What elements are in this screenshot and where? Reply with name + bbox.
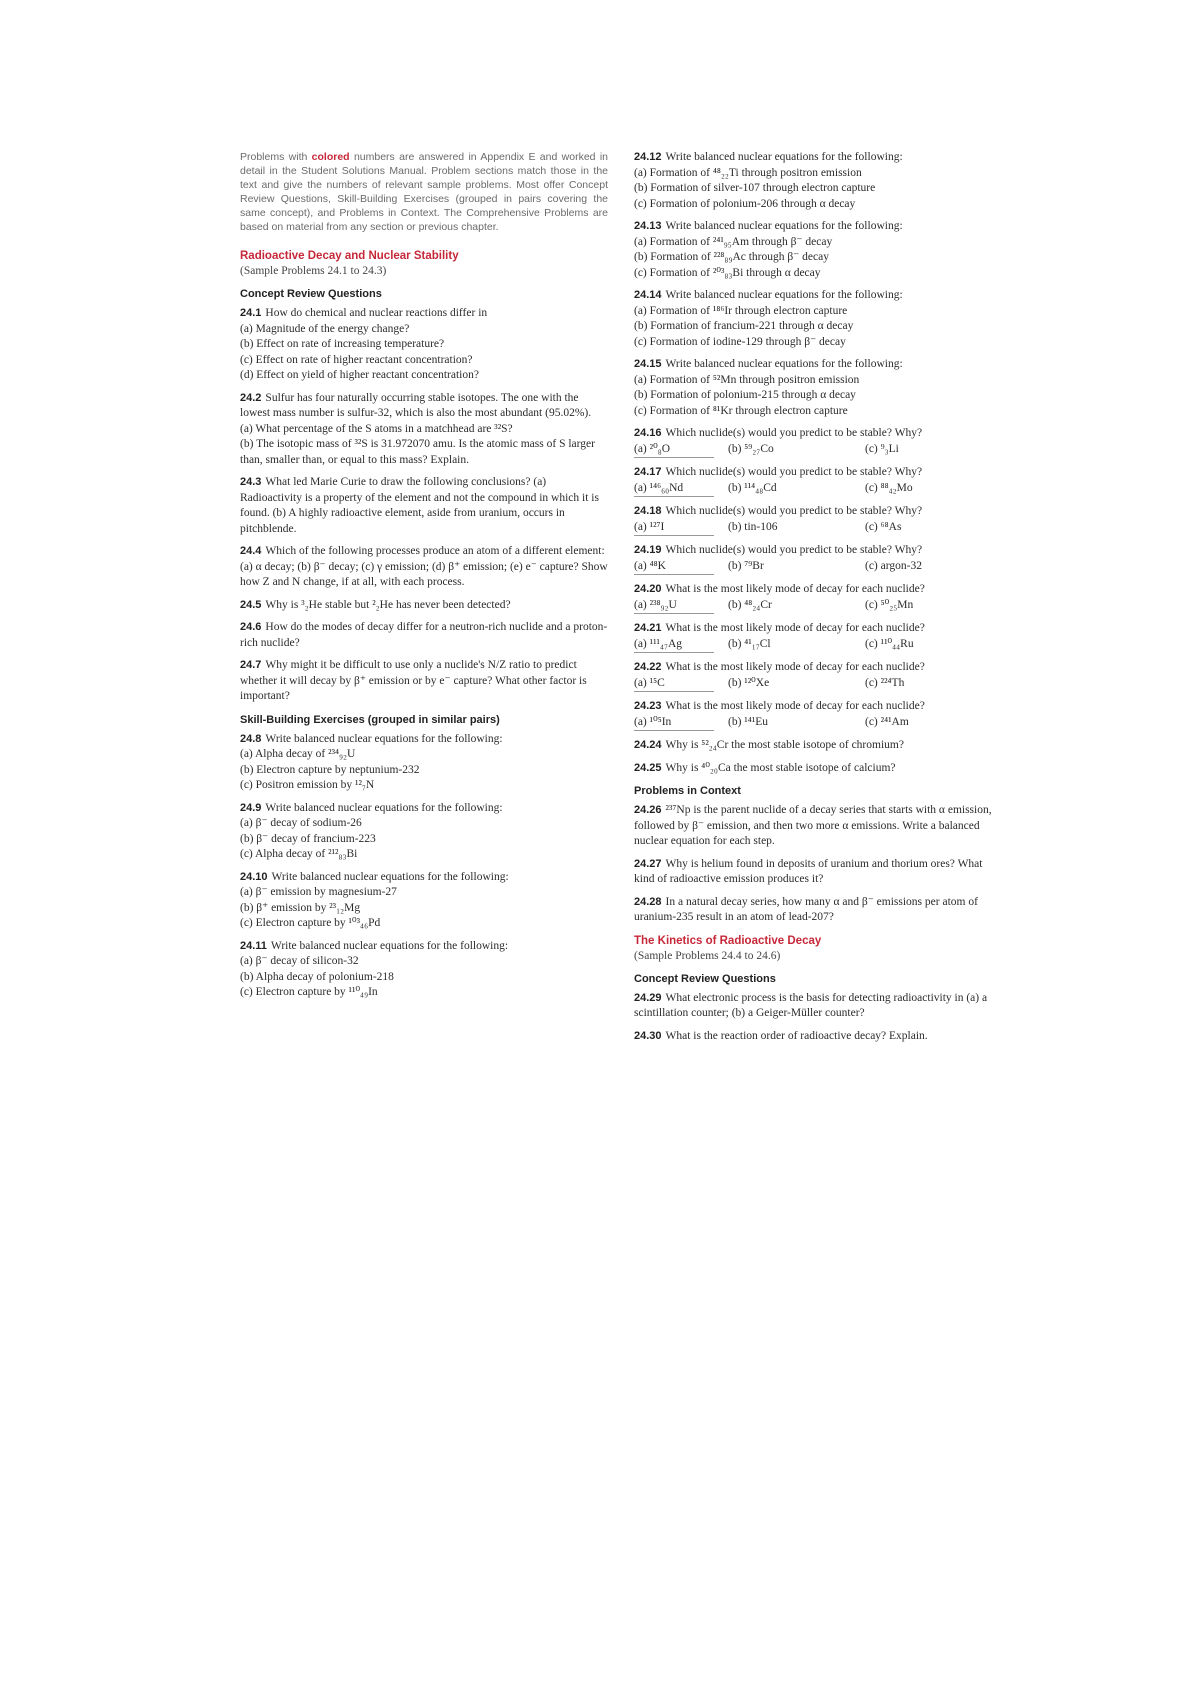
problem-24-17 [634,465,1002,497]
problem-number: 24.14 [634,289,662,301]
intro-prefix: Problems with [240,151,308,163]
problem-option: (c) argon-32 [865,559,922,572]
problem-part: (b) Effect on rate of increasing temperature? [240,338,445,350]
problem-stem: What is the most likely mode of decay for each nuclide? [665,700,925,712]
problem-24-13 [634,219,1002,281]
problem-part: (d) Effect on yield of higher reactant concentration? [240,369,479,381]
problem-number: 24.30 [634,1029,662,1042]
problem-part: (c) Alpha decay of ²¹²₈₃Bi [240,848,358,860]
problem-stem: Write balanced nuclear equations for the following: [665,358,903,370]
problem-24-1 [240,306,608,384]
problem-option: (b) tin-106 [728,520,778,533]
intro-suffix: numbers are answered in Appendix E and worked in detail in the Student Solutions Manual. Problem sections match those in the text and give the numbers of relevant sample problems. Most offer Concept Review Questions, Skill-Building Exercises (grouped in pairs covering the same concept), and Problems in Context. The Comprehensive Problems are based on material from any section or previous chapter. [240,151,608,233]
problem-stem: Why is ⁴⁰₂₀Ca the most stable isotope of calcium? [665,761,896,774]
section-sample-ref-kinetics: (Sample Problems 24.4 to 24.6) [634,949,781,962]
problem-options [634,676,1002,693]
problem-part: (b) Electron capture by neptunium-232 [240,763,420,776]
subhead-concept-review-2: Concept Review Questions [634,972,776,985]
problem-options [634,637,1002,654]
problem-24-9 [240,801,608,863]
problem-24-5 [240,598,608,614]
problem-option: (b) ⁷⁹Br [728,559,764,572]
problem-part: (c) Formation of ²⁰³₈₃Bi through α decay [634,266,821,279]
problem-number: 24.12 [634,151,662,163]
problem-stem: Why is ³₂He stable but ²₂He has never been detected? [265,598,511,611]
problem-stem: Write balanced nuclear equations for the following: [265,732,503,745]
problem-part: (c) Formation of polonium-206 through α decay [634,197,856,210]
problem-24-28 [634,895,1002,926]
problem-24-29 [634,991,1002,1022]
problem-stem: What is the most likely mode of decay for each nuclide? [665,661,925,673]
problem-number: 24.16 [634,427,662,439]
problem-options [634,598,1002,615]
problem-number: 24.9 [240,801,262,814]
problem-stem: What led Marie Curie to draw the following conclusions? (a) Radioactivity is a property of the element and not the compound in which it is found. (b) A highly radioactive element, aside from uranium, occurs in pitchblende. [240,476,599,535]
problem-options [634,442,1002,459]
problem-24-22 [634,660,1002,692]
problem-24-18 [634,504,1002,536]
problem-option: (a) ²⁰₈O [634,442,714,459]
problem-number: 24.20 [634,583,662,595]
problem-option: (a) ⁴⁸K [634,559,714,576]
section-title-kinetics: The Kinetics of Radioactive Decay [634,934,822,947]
problem-number: 24.6 [240,621,262,633]
problem-number: 24.2 [240,391,262,404]
problem-number: 24.25 [634,761,662,774]
problem-option: (b) ⁴⁸₂₄Cr [728,598,772,611]
problem-part: (c) Effect on rate of higher reactant concentration? [240,353,473,366]
problem-stem: What is the reaction order of radioactive decay? Explain. [665,1029,928,1042]
problem-option: (c) ⁸⁸₄₂Mo [865,481,913,494]
problem-stem: How do the modes of decay differ for a neutron-rich nuclide and a proton-rich nuclide? [240,621,608,649]
problem-stem: How do chemical and nuclear reactions differ in [265,307,488,319]
problem-stem: Which nuclide(s) would you predict to be stable? Why? [665,505,923,517]
problem-24-6 [240,620,608,651]
problem-24-19 [634,543,1002,575]
problem-number: 24.28 [634,895,662,908]
problem-24-3 [240,475,608,537]
problem-option: (a) ¹⁰⁵In [634,715,714,732]
problem-part: (a) Formation of ⁴⁸₂₂Ti through positron emission [634,166,862,179]
problem-part: (b) β⁻ decay of francium-223 [240,832,376,845]
problem-number: 24.1 [240,307,262,319]
problem-option: (a) ¹²⁷I [634,520,714,537]
problem-option: (a) ¹⁵C [634,676,714,693]
problem-part: (b) Formation of silver-107 through electron capture [634,182,876,194]
problem-part: (b) Formation of francium-221 through α decay [634,320,854,332]
problem-part: (a) Alpha decay of ²³⁴₉₂U [240,748,356,760]
problem-number: 24.22 [634,661,662,673]
problem-stem: Write balanced nuclear equations for the following: [665,289,903,301]
problem-options [634,715,1002,732]
left-column [240,150,608,1008]
problem-24-24 [634,738,1002,754]
problem-stem: Why might it be difficult to use only a nuclide's N/Z ratio to predict whether it will decay by β⁺ emission or by e⁻ capture? What other factor is important? [240,659,587,702]
problem-part: (b) Formation of ²²⁸₈₉Ac through β⁻ decay [634,251,829,263]
problem-stem: What is the most likely mode of decay for each nuclide? [665,622,925,634]
problem-24-27 [634,857,1002,888]
problem-stem: Why is ⁵²₂₄Cr the most stable isotope of chromium? [665,739,904,751]
subhead-concept-review: Concept Review Questions [240,288,382,300]
problem-part: (a) Formation of ⁵²Mn through positron emission [634,373,860,386]
problem-part: (c) Positron emission by ¹²₇N [240,779,375,791]
problem-24-2 [240,391,608,469]
problem-part: (b) β⁺ emission by ²³₁₂Mg [240,901,361,914]
problem-24-10 [240,870,608,932]
problem-stem: Which nuclide(s) would you predict to be stable? Why? [665,544,923,556]
problem-part: (a) Magnitude of the energy change? [240,322,410,335]
problem-stem: Write balanced nuclear equations for the following: [265,801,503,814]
problem-stem: Write balanced nuclear equations for the following: [271,870,509,883]
problem-stem: Write balanced nuclear equations for the following: [270,939,509,952]
problem-option: (c) ⁶⁸As [865,520,902,533]
problem-stem: ²³⁷Np is the parent nuclide of a decay series that starts with α emission, followed by β⁻ emission, and then two more α emissions. Write a balanced nuclear equation for each step. [634,804,992,847]
section-title-decay-stability: Radioactive Decay and Nuclear Stability [240,250,459,262]
problem-number: 24.11 [240,939,267,952]
problem-24-4 [240,544,608,591]
problem-24-20 [634,582,1002,614]
problem-part: (a) What percentage of the S atoms in a matchhead are ³²S? [240,422,513,435]
problem-option: (a) ¹¹¹₄₇Ag [634,637,714,654]
problem-stem: Which of the following processes produce an atom of a different element: (a) α decay; (b) β⁻ decay; (c) γ emission; (d) β⁺ emission; (e) e⁻ capture? Show how Z and N change, if at all, with each process. [240,545,608,588]
problem-part: (b) Alpha decay of polonium-218 [240,970,394,983]
problem-option: (c) ⁵⁰₂₅Mn [865,598,914,611]
intro-colored-word: colored [311,151,350,163]
problem-24-23 [634,699,1002,731]
problem-part: (a) Formation of ²⁴¹₉₅Am through β⁻ decay [634,235,833,248]
problem-part: (b) The isotopic mass of ³²S is 31.972070 amu. Is the atomic mass of S larger than, smaller than, or equal to this mass? Explain. [240,438,595,466]
problem-24-25 [634,761,1002,777]
problem-24-15 [634,357,1002,419]
problem-stem: Write balanced nuclear equations for the following: [665,220,903,232]
problem-options [634,559,1002,576]
problem-part: (a) Formation of ¹⁸⁶Ir through electron capture [634,304,848,317]
problem-number: 24.13 [634,220,662,232]
problem-stem: What is the most likely mode of decay for each nuclide? [665,583,925,595]
subhead-problems-context: Problems in Context [634,785,741,797]
section-sample-ref: (Sample Problems 24.1 to 24.3) [240,265,387,277]
problem-options [634,481,1002,498]
problem-stem: Why is helium found in deposits of uranium and thorium ores? What kind of radioactive emission produces it? [634,857,983,885]
problem-number: 24.26 [634,804,662,816]
problem-number: 24.7 [240,659,262,671]
problem-number: 24.15 [634,358,662,370]
problem-number: 24.17 [634,466,662,478]
right-column [634,150,1002,1051]
problem-number: 24.27 [634,857,662,870]
problem-24-21 [634,621,1002,653]
problem-number: 24.19 [634,544,662,556]
problem-stem: Which nuclide(s) would you predict to be stable? Why? [665,427,923,439]
problem-part: (c) Formation of ⁸¹Kr through electron capture [634,404,848,417]
problem-24-11 [240,939,608,1001]
problem-stem: Which nuclide(s) would you predict to be stable? Why? [665,466,923,478]
problem-number: 24.10 [240,870,268,883]
problem-part: (c) Formation of iodine-129 through β⁻ decay [634,335,846,348]
problem-stem: Write balanced nuclear equations for the following: [665,151,903,163]
problem-number: 24.23 [634,700,662,712]
problem-number: 24.8 [240,732,262,745]
problem-24-26 [634,803,1002,850]
problem-stem: In a natural decay series, how many α and β⁻ emissions per atom of uranium-235 result in an atom of lead-207? [634,895,978,923]
problem-part: (b) Formation of polonium-215 through α decay [634,389,856,401]
intro-paragraph [240,150,608,234]
problem-number: 24.18 [634,505,662,517]
problem-number: 24.29 [634,991,662,1004]
problem-option: (b) ⁵⁹₂₇Co [728,442,774,455]
problem-part: (c) Electron capture by ¹⁰³₄₆Pd [240,917,381,929]
problem-24-30 [634,1029,1002,1045]
problem-option: (c) ¹¹⁰₄₄Ru [865,637,914,650]
problem-part: (a) β⁻ decay of sodium-26 [240,817,362,829]
problem-option: (a) ²³⁸₉₂U [634,598,714,615]
problem-part: (c) Electron capture by ¹¹⁰₄₉In [240,986,378,998]
problem-number: 24.21 [634,622,662,634]
problem-24-7 [240,658,608,705]
problem-24-14 [634,288,1002,350]
problem-option: (b) ¹⁴¹Eu [728,715,768,728]
problem-option: (b) ¹¹⁴₄₈Cd [728,481,777,494]
problem-option: (b) ⁴¹₁₇Cl [728,637,771,650]
problem-stem: What electronic process is the basis for detecting radioactivity in (a) a scintillation counter; (b) a Geiger-Müller counter? [634,991,988,1019]
problem-option: (c) ²²⁴Th [865,676,905,689]
problem-part: (a) β⁻ emission by magnesium-27 [240,886,397,898]
problem-option: (b) ¹²⁰Xe [728,676,770,689]
subhead-skill-building: Skill-Building Exercises (grouped in similar pairs) [240,713,500,726]
problem-number: 24.5 [240,598,262,611]
problem-option: (a) ¹⁴⁶₆₀Nd [634,481,714,498]
problem-24-16 [634,426,1002,458]
problem-number: 24.4 [240,545,262,557]
problem-option: (c) ⁹₃Li [865,442,899,455]
problem-number: 24.24 [634,739,662,751]
problem-option: (c) ²⁴¹Am [865,715,909,728]
problem-number: 24.3 [240,476,262,488]
problem-24-8 [240,732,608,794]
problem-part: (a) β⁻ decay of silicon-32 [240,955,359,967]
problem-24-12 [634,150,1002,212]
problem-stem: Sulfur has four naturally occurring stable isotopes. The one with the lowest mass number is sulfur-32, which is also the most abundant (95.02%). [240,391,592,419]
problem-options [634,520,1002,537]
